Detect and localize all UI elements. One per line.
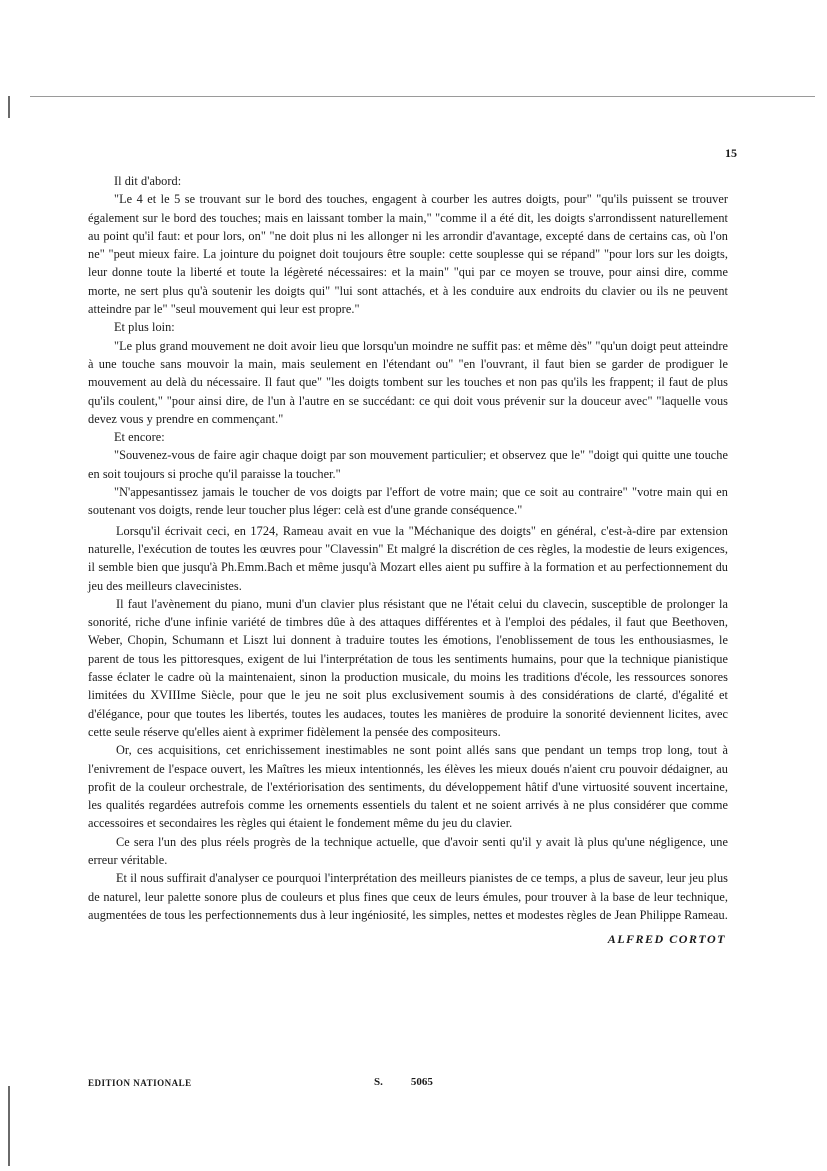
series-label: S. (374, 1076, 383, 1088)
body-paragraph: Or, ces acquisitions, cet enrichissement inestimables ne sont point allés sans que pendant un temps trop long, tout à l'enivrement de l'espace ouvert, les Maîtres les mieux intentionnés, les élèves les mieux doués n'aient cru pouvoir dédaigner, au profit de la couleur orchestrale, de l'extériorisation des sentiments, du développement hâtif d'une virtuosité souvent incertaine, les qualités regardées autrefois comme les ornements essentiels du talent et ne soient arrivés à ne plus considérer que comme accessoires et secondaires les règles qui étaient le fondement même du jeu du clavier. (88, 743, 728, 831)
quote-paragraph: "N'appesantissez jamais le toucher de vos doigts par l'effort de votre main; que ce soit au contraire" "votre main qui en soutenant vos doigts, rende leur toucher plus léger: celà est d'une grande conséquence." (88, 485, 728, 518)
quote-paragraph: "Souvenez-vous de faire agir chaque doigt par son mouvement particulier; et observez que le" "doigt qui quitte une touche en soit toujours si proche qu'il paraisse la toucher." (88, 448, 728, 481)
quote-paragraph: "Le 4 et le 5 se trouvant sur le bord des touches, engagent à courber les autres doigts, pour" "qu'ils puissent se trouver également sur le bord des touches; mais en laissant tomber la main," "comme il a été dit, les doigts s'arrondissent naturellement au point qu'il faut: et pour lors, on" "ne doit plus ni les allonger ni les arrondir d'avantage, excepté dans de certains cas, où l'on ne" "peut mieux faire. La jointure du poignet doit toujours être souple: cette souplesse qui se répand" "pour lors sur les doigts, leur donne toute la liberté et toute la légèreté nécessaires: et la main" "qui par ce moyen se trouve, pour ainsi dire, comme morte, ne sert plus qu'à soutenir les doigts qui" "lui sont attachés, et à les conduire aux endroits du clavier ou ils ne peuvent atteindre par le" "seul mouvement qui leur est propre." (88, 192, 728, 317)
left-margin-mark (8, 96, 10, 118)
plate-code: 5065 (410, 1076, 433, 1088)
paragraph-heading: Et encore: (114, 430, 165, 445)
publisher-name: EDITION NATIONALE (88, 1078, 192, 1088)
page-number: 15 (725, 146, 737, 160)
body-paragraph: Et il nous suffirait d'analyser ce pourquoi l'interprétation des meilleurs pianistes de ce temps, a plus de saveur, leur jeu plus de naturel, leur palette sonore plus de couleurs et plus fines que ceux de leurs émules, pour trouver à la base de leur technique, augmentées de tous les perfectionnements dus à leur ingéniosité, les simples, nettes et modestes règles de Jean Philippe Rameau. (88, 871, 728, 922)
body-paragraph: Il faut l'avènement du piano, muni d'un clavier plus résistant que ne l'était celui du clavecin, susceptible de prolonger la sonorité, riche d'une infinie variété de timbres dûe à des attaques différentes et à l'emploi des pédales, il faut que Beethoven, Weber, Chopin, Schumann et Liszt lui donnent à traduire toutes les émotions, l'enoblissement de tous les enthousiasmes, le parent de tous les pittoresques, exigent de lui l'interprétation de tous les sentiments humains, pour que la technique pianistique fasse éclater le cadre où la maintenaient, sinon la production musicale, du moins les traditions d'école, les ressources sonores limitées du XVIIIme Siècle, pour que le jeu ne soit plus exclusivement soumis à des considérations de clarté, d'égalité et d'élégance, pour que toutes les libertés, toutes les audaces, toutes les manières de produire la sonorité deviennent licites, avec cette seule réserve qu'elles aient à exprimer fidèlement la pensée des compositeurs. (88, 596, 728, 739)
paragraph-heading: Et plus loin: (114, 320, 175, 335)
top-rule (30, 96, 815, 97)
quote-paragraph: "Le plus grand mouvement ne doit avoir lieu que lorsqu'un moindre ne suffit pas: et même dès" "qu'un doigt peut atteindre à une touche sans mouvoir la main, mais seulement en l'étendant ou" "en l'ouvrant, il faut bien se garder de prodiguer le mouvement au delà du nécessaire. Il faut que" "les doigts tombent sur les touches et non pas qu'ils les frappent; il faut de plus qu'ils coulent," "pour ainsi dire, de l'un à l'autre en se succédant: ce qui doit vous prévenir sur la douceur avec" "laquelle vous devez vous y prendre en commençant." (88, 338, 728, 426)
left-margin-mark (8, 1086, 10, 1166)
plate-number (374, 1076, 433, 1088)
author-signature: ALFRED CORTOT (607, 932, 726, 947)
body-paragraph: Lorsqu'il écrivait ceci, en 1724, Rameau avait en vue la "Méchanique des doigts" en général, c'est-à-dire par extension naturelle, l'exécution de toutes les œuvres pour "Clavessin" Et malgré la discrétion de ces règles, la modestie de leurs exigences, il semble bien que jusqu'à Ph.Emm.Bach et même jusqu'à Mozart elles aient pu suffire à la formation et au perfectionnement du jeu des meilleurs clavecinistes. (88, 523, 728, 593)
paragraph-heading: Il dit d'abord: (114, 174, 182, 188)
body-paragraph: Ce sera l'un des plus réels progrès de la technique actuelle, que d'avoir senti qu'il y avait là plus qu'une négligence, une erreur véritable. (88, 834, 728, 867)
document-body (88, 172, 728, 948)
